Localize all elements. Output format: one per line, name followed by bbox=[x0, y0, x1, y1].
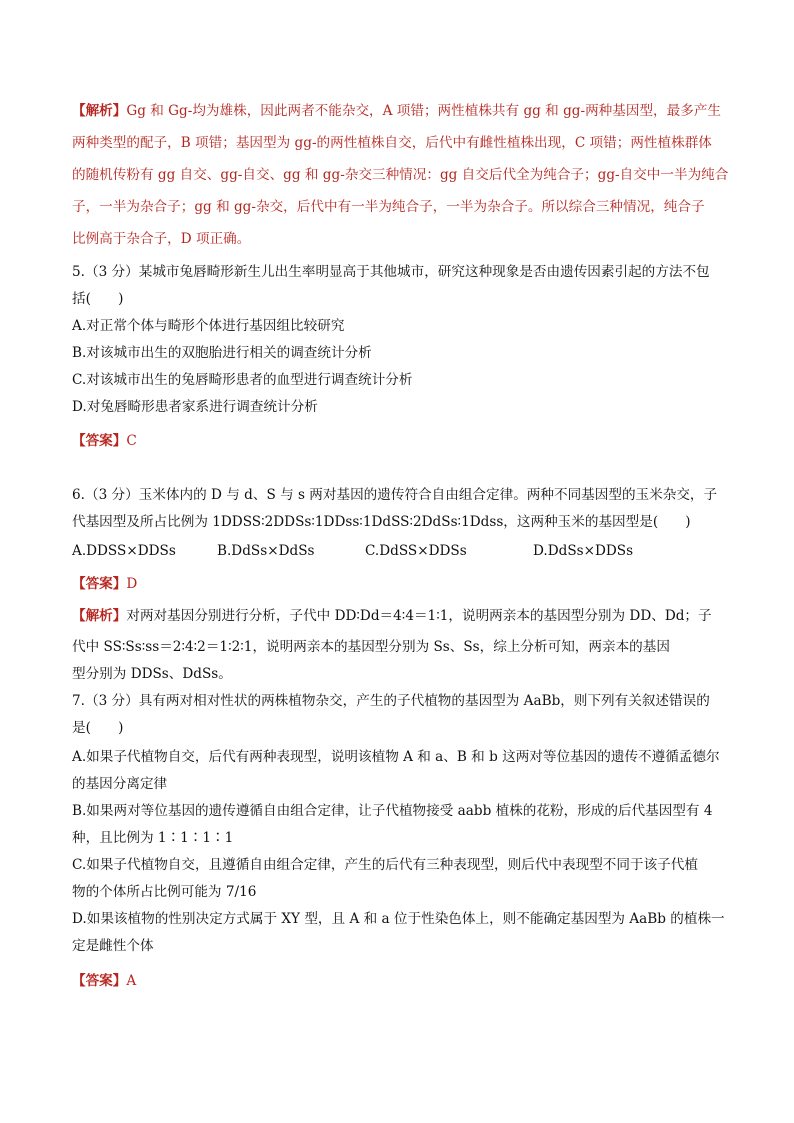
answer-value: D bbox=[126, 576, 138, 592]
q5-option-c: C.对该城市出生的兔唇畸形患者的血型进行调查统计分析 bbox=[72, 372, 413, 388]
q4-analysis-line-4: 子，一半为杂合子；gg 和 gg-杂交，后代中有一半为纯合子，一半为杂合子。所以综合三种情况，纯合子 bbox=[72, 199, 705, 215]
q6-analysis-line-3: 型分别为 DDSs、DdSs。 bbox=[72, 666, 232, 682]
analysis-tag: 【解析】 bbox=[72, 608, 127, 624]
q5-stem-line-2: 括( ) bbox=[72, 291, 124, 307]
q7-option-a-line-2: 的基因分离定律 bbox=[72, 776, 168, 792]
q6-option-b: B.DdSs×DdSs bbox=[217, 543, 315, 559]
q6-option-a: A.DDSS×DDSs bbox=[72, 543, 176, 559]
q5-option-a: A.对正常个体与畸形个体进行基因组比较研究 bbox=[72, 318, 345, 334]
q6-stem-line-1: 6.（3 分）玉米体内的 D 与 d、S 与 s 两对基因的遗传符合自由组合定律。两种不同基因型的玉米杂交，子 bbox=[72, 487, 718, 503]
q4-analysis-line-2: 两种类型的配子，B 项错；基因型为 gg-的两性植株自交，后代中有雌性植株出现，C 项错；两性植株群体 bbox=[72, 135, 712, 151]
q7-option-a-line-1: A.如果子代植物自交，后代有两种表现型，说明该植物 A 和 a、B 和 b 这两对等位基因的遗传不遵循孟德尔 bbox=[72, 749, 720, 765]
q6-analysis-line-2: 代中 SS∶Ss∶ss＝2∶4∶2＝1∶2∶1，说明两亲本的基因型分别为 Ss、Ss，综上分析可知，两亲本的基因 bbox=[72, 639, 670, 655]
answer-tag: 【答案】 bbox=[72, 576, 127, 592]
q7-stem-line-1: 7.（3 分）具有两对相对性状的两株植物杂交，产生的子代植物的基因型为 AaBb，则下列有关叙述错误的 bbox=[72, 693, 710, 709]
q5-option-d: D.对兔唇畸形患者家系进行调查统计分析 bbox=[72, 399, 318, 415]
q7-answer bbox=[72, 971, 136, 991]
analysis-tag: 【解析】 bbox=[72, 103, 127, 119]
q7-option-c-line-2: 物的个体所占比例可能为 7/16 bbox=[72, 884, 257, 900]
answer-value: C bbox=[126, 433, 137, 449]
q7-option-d-line-1: D.如果该植物的性别决定方式属于 XY 型，且 A 和 a 位于性染色体上，则不能确定基因型为 AaBb 的植株一 bbox=[72, 911, 725, 927]
q7-option-b-line-1: B.如果两对等位基因的遗传遵循自由组合定律，让子代植物接受 aabb 植株的花粉，形成的后代基因型有 4 bbox=[72, 803, 713, 819]
q4-analysis-line-1 bbox=[72, 101, 721, 121]
q5-answer bbox=[72, 431, 137, 451]
q6-option-c: C.DdSS×DDSs bbox=[365, 543, 467, 559]
q7-option-b-line-2: 种，且比例为 1∶1∶1∶1 bbox=[72, 830, 234, 846]
analysis-text: 对两对基因分别进行分析，子代中 DD∶Dd＝4∶4＝1∶1，说明两亲本的基因型分别为 DD、Dd；子 bbox=[126, 608, 712, 624]
q7-option-d-line-2: 定是雌性个体 bbox=[72, 938, 154, 954]
q5-option-b: B.对该城市出生的双胞胎进行相关的调查统计分析 bbox=[72, 345, 372, 361]
q7-stem-line-2: 是( ) bbox=[72, 720, 124, 736]
answer-tag: 【答案】 bbox=[72, 433, 127, 449]
q4-analysis-line-3: 的随机传粉有 gg 自交、gg-自交、gg 和 gg-杂交三种情况：gg 自交后代全为纯合子；gg-自交中一半为纯合 bbox=[72, 167, 729, 183]
q4-analysis-line-5: 比例高于杂合子，D 项正确。 bbox=[72, 231, 251, 247]
q6-option-d: D.DdSs×DDSs bbox=[533, 543, 634, 559]
q6-analysis-line-1 bbox=[72, 606, 712, 626]
q6-answer bbox=[72, 574, 137, 594]
q5-stem-line-1: 5.（3 分）某城市兔唇畸形新生儿出生率明显高于其他城市，研究这种现象是否由遗传因素引起的方法不包 bbox=[72, 264, 710, 280]
answer-value: A bbox=[126, 973, 137, 989]
answer-tag: 【答案】 bbox=[72, 973, 127, 989]
q6-stem-line-2: 代基因型及所占比例为 1DDSS∶2DDSs∶1DDss∶1DdSS∶2DdSs∶1Ddss，这两种玉米的基因型是( ) bbox=[72, 514, 691, 530]
analysis-text: Gg 和 Gg-均为雄株，因此两者不能杂交，A 项错；两性植株共有 gg 和 gg-两种基因型，最多产生 bbox=[126, 103, 722, 119]
q7-option-c-line-1: C.如果子代植物自交，且遵循自由组合定律，产生的后代有三种表现型，则后代中表现型不同于该子代植 bbox=[72, 857, 698, 873]
